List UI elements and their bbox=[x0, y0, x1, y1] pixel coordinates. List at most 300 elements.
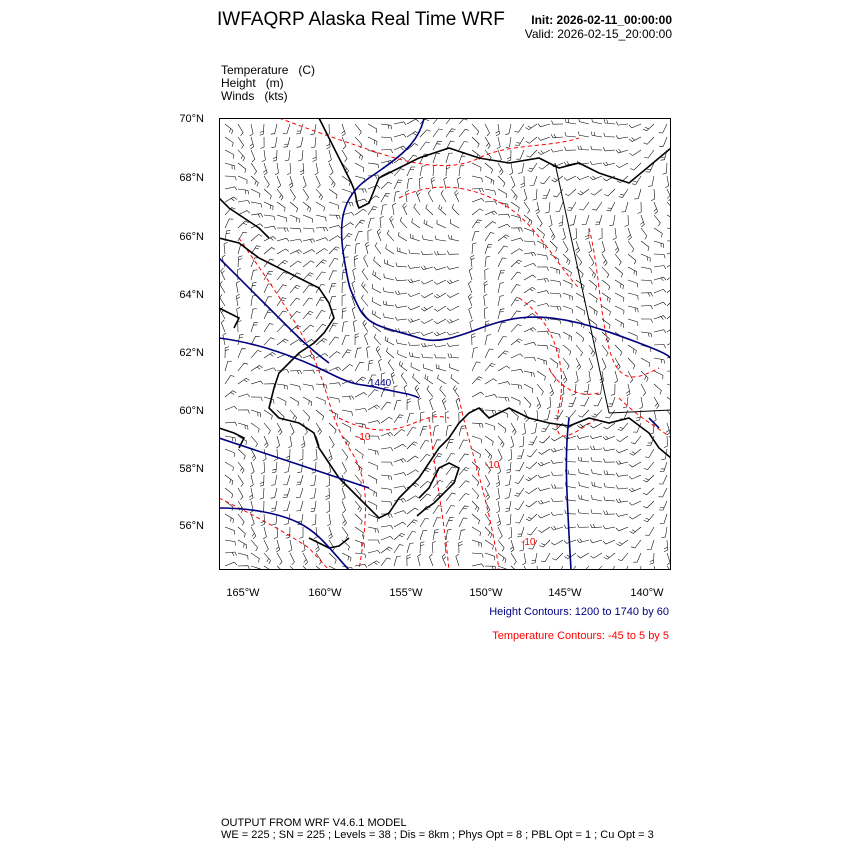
wind-barb bbox=[498, 258, 506, 267]
wind-barb bbox=[485, 553, 495, 560]
wind-barb bbox=[271, 488, 277, 498]
wind-barb bbox=[418, 554, 421, 566]
wind-barb bbox=[519, 436, 524, 447]
wind-barb bbox=[524, 215, 532, 225]
wind-barb bbox=[396, 262, 407, 267]
wind-barb bbox=[459, 541, 463, 553]
wind-barb bbox=[524, 397, 531, 408]
lat-label: 56°N bbox=[179, 520, 204, 532]
wind-barb bbox=[496, 501, 499, 513]
wind-barb bbox=[526, 514, 537, 521]
wind-barb bbox=[416, 190, 420, 202]
wind-barb bbox=[511, 228, 523, 232]
wind-barb bbox=[221, 320, 225, 332]
wind-barb bbox=[238, 200, 250, 204]
temperature-contour bbox=[589, 228, 659, 377]
wind-barb bbox=[437, 220, 446, 228]
wind-barb bbox=[603, 147, 615, 151]
wind-barb bbox=[453, 386, 459, 398]
wind-barb bbox=[643, 137, 654, 144]
wind-barb bbox=[468, 281, 472, 293]
wind-barb bbox=[589, 241, 592, 253]
wind-barb bbox=[355, 527, 363, 537]
wind-barb bbox=[459, 481, 470, 488]
wind-barb bbox=[277, 249, 289, 254]
wind-barb bbox=[634, 189, 641, 199]
wind-barb bbox=[578, 189, 589, 195]
wind-barb bbox=[407, 167, 415, 176]
wind-barb bbox=[498, 382, 510, 385]
wind-barb bbox=[616, 513, 628, 516]
wind-barb bbox=[630, 163, 641, 170]
wind-barb bbox=[289, 176, 293, 188]
wind-barb bbox=[618, 553, 628, 561]
wind-barb bbox=[577, 539, 589, 543]
wind-barb bbox=[629, 150, 641, 156]
height-contour bbox=[566, 418, 571, 570]
wind-barb bbox=[327, 514, 330, 526]
wind-barb bbox=[355, 334, 359, 345]
wind-barb bbox=[654, 330, 666, 333]
wind-barb bbox=[589, 358, 593, 370]
wind-barb bbox=[311, 475, 316, 486]
wind-barb bbox=[511, 176, 515, 188]
wind-barb bbox=[526, 488, 538, 494]
wind-barb bbox=[381, 525, 393, 528]
wind-barb bbox=[436, 364, 446, 371]
wind-barb bbox=[363, 320, 368, 332]
wind-barb bbox=[550, 358, 558, 368]
wind-barb bbox=[615, 306, 624, 314]
wind-barb bbox=[251, 270, 257, 280]
wind-barb bbox=[524, 328, 536, 332]
wind-barb bbox=[595, 215, 602, 225]
wind-barb bbox=[602, 306, 610, 315]
wind-barb bbox=[522, 423, 525, 435]
wind-barb bbox=[386, 348, 394, 358]
wind-barb bbox=[300, 163, 304, 175]
wind-barb bbox=[407, 520, 418, 527]
wind-barb bbox=[329, 410, 338, 419]
wind-barb bbox=[530, 176, 537, 186]
wind-barb bbox=[407, 119, 419, 124]
wind-barb bbox=[447, 293, 459, 298]
temperature-contour-note: Temperature Contours: -45 to 5 by 5 bbox=[492, 630, 669, 642]
wind-barb bbox=[420, 518, 429, 527]
wind-barb bbox=[446, 129, 456, 137]
wind-barb bbox=[641, 384, 646, 396]
wind-barb bbox=[446, 518, 454, 527]
wind-barb bbox=[549, 215, 552, 227]
wind-barb bbox=[264, 423, 270, 434]
wind-barb bbox=[651, 189, 655, 201]
wind-barb bbox=[316, 384, 327, 389]
wind-barb bbox=[510, 540, 514, 552]
wind-barb bbox=[472, 564, 484, 567]
wind-barb bbox=[404, 385, 407, 397]
wind-barb bbox=[238, 514, 244, 525]
wind-barb bbox=[329, 236, 341, 241]
wind-barb bbox=[526, 137, 537, 143]
wind-barb bbox=[290, 340, 302, 345]
wind-barb bbox=[420, 142, 430, 150]
wind-barb bbox=[355, 220, 365, 228]
lon-label: 155°W bbox=[389, 587, 423, 599]
wind-barb bbox=[618, 423, 628, 431]
wind-barb bbox=[388, 360, 394, 372]
wind-barb bbox=[277, 285, 287, 293]
wind-barb bbox=[251, 214, 263, 218]
wind-barb bbox=[238, 163, 246, 173]
wind-barb bbox=[570, 215, 576, 225]
wind-barb bbox=[629, 137, 641, 142]
wind-barb bbox=[629, 124, 641, 128]
wind-barb bbox=[342, 462, 346, 474]
field-temperature bbox=[221, 63, 315, 77]
wind-barb bbox=[498, 423, 506, 433]
wind-barb bbox=[408, 265, 420, 269]
wind-barb bbox=[550, 384, 554, 396]
wind-barb bbox=[579, 495, 589, 501]
wind-barb bbox=[225, 197, 237, 202]
wind-barb bbox=[290, 370, 302, 374]
wind-barb bbox=[526, 501, 537, 507]
wind-barb bbox=[551, 512, 563, 516]
wind-barb bbox=[251, 234, 262, 241]
wind-barb bbox=[366, 242, 370, 254]
wind-barb bbox=[403, 203, 407, 215]
wind-barb bbox=[641, 254, 650, 262]
wind-barb bbox=[355, 423, 366, 428]
wind-barb bbox=[615, 319, 624, 328]
wind-barb bbox=[420, 441, 429, 450]
wind-barb bbox=[541, 553, 550, 562]
wind-barb bbox=[484, 307, 488, 319]
wind-barb bbox=[440, 386, 446, 397]
wind-barb bbox=[355, 393, 367, 398]
wind-barb bbox=[665, 176, 668, 188]
wind-barb bbox=[648, 176, 654, 187]
wind-barb bbox=[301, 436, 305, 448]
wind-barb bbox=[364, 255, 368, 267]
wind-barb bbox=[576, 358, 581, 370]
wind-barb bbox=[511, 354, 523, 358]
wind-barb bbox=[604, 423, 615, 429]
wind-barb bbox=[498, 323, 506, 332]
wind-barb bbox=[538, 150, 550, 155]
lat-label: 60°N bbox=[179, 405, 204, 417]
wind-barb bbox=[506, 462, 511, 473]
wind-barb bbox=[329, 163, 333, 175]
wind-barb bbox=[579, 469, 589, 475]
wind-barb bbox=[251, 540, 258, 551]
wind-barb bbox=[485, 540, 493, 549]
wind-barb bbox=[238, 189, 249, 194]
wind-barb bbox=[383, 301, 394, 306]
wind-barb bbox=[455, 190, 459, 202]
border-line bbox=[609, 410, 671, 413]
wind-barb bbox=[225, 376, 234, 384]
wind-barb bbox=[485, 449, 492, 460]
wind-barb bbox=[367, 346, 371, 358]
wind-barb bbox=[498, 296, 504, 307]
wind-barb bbox=[511, 553, 516, 565]
wind-barb bbox=[472, 514, 480, 524]
wind-barb bbox=[516, 514, 524, 523]
wind-barb bbox=[326, 488, 330, 500]
wind-barb bbox=[531, 553, 537, 564]
wind-barb bbox=[452, 204, 459, 215]
wind-barb bbox=[459, 454, 469, 462]
wind-barb bbox=[225, 552, 237, 556]
wind-barb bbox=[238, 363, 248, 371]
wind-barb bbox=[552, 176, 563, 182]
wind-barb bbox=[641, 319, 653, 323]
wind-barb bbox=[506, 514, 511, 525]
wind-barb bbox=[238, 475, 243, 487]
wind-barb bbox=[660, 514, 667, 524]
wind-barb bbox=[430, 398, 433, 410]
wind-barb bbox=[329, 259, 338, 268]
wind-barb bbox=[498, 527, 502, 539]
wind-barb bbox=[303, 202, 311, 212]
wind-barb bbox=[368, 230, 372, 242]
wind-barb bbox=[316, 311, 325, 319]
wind-barb bbox=[225, 124, 233, 134]
wind-barb bbox=[511, 369, 523, 372]
wind-barb bbox=[581, 397, 590, 406]
wind-barb bbox=[498, 163, 503, 175]
wind-barb bbox=[312, 514, 316, 525]
wind-barb bbox=[261, 462, 265, 474]
wind-barb bbox=[406, 190, 410, 202]
wind-barb bbox=[459, 141, 468, 150]
wind-barb bbox=[342, 189, 352, 196]
wind-barb bbox=[368, 449, 378, 455]
temperature-contour bbox=[549, 368, 599, 394]
wind-barb bbox=[362, 295, 369, 306]
wind-barb bbox=[442, 398, 446, 410]
wind-barb bbox=[628, 345, 636, 354]
wind-barb bbox=[654, 241, 664, 248]
wind-barb bbox=[589, 306, 597, 316]
temperature-contour-label: -10 bbox=[485, 460, 500, 471]
wind-barb bbox=[524, 371, 534, 377]
wind-barb bbox=[524, 241, 535, 246]
wind-barb bbox=[628, 254, 636, 264]
wind-barb bbox=[277, 397, 286, 405]
wind-barb bbox=[511, 384, 522, 389]
wind-barb bbox=[225, 187, 237, 190]
wind-barb bbox=[394, 180, 402, 189]
wind-barb bbox=[447, 319, 459, 323]
wind-barb bbox=[326, 501, 330, 513]
wind-barb bbox=[238, 462, 244, 473]
wind-barb bbox=[628, 280, 638, 287]
wind-barb bbox=[408, 306, 420, 310]
wind-barb bbox=[447, 266, 459, 269]
wind-barb bbox=[342, 308, 347, 319]
wind-barb bbox=[407, 496, 419, 501]
wind-barb bbox=[251, 189, 260, 198]
wind-barb bbox=[329, 337, 339, 345]
wind-barb bbox=[407, 442, 418, 449]
wind-barb bbox=[511, 423, 516, 435]
wind-barb bbox=[328, 150, 331, 162]
wind-barb bbox=[659, 501, 667, 510]
wind-barb bbox=[362, 269, 368, 281]
wind-barb bbox=[654, 358, 665, 364]
wind-barb bbox=[498, 436, 504, 447]
chart-title: IWFAQRP Alaska Real Time WRF bbox=[217, 9, 505, 30]
wind-barb bbox=[368, 475, 377, 484]
wind-barb bbox=[472, 176, 482, 182]
wind-barb bbox=[414, 204, 420, 215]
wind-barb bbox=[329, 283, 336, 293]
wind-barb bbox=[485, 211, 497, 215]
wind-barb bbox=[396, 339, 407, 345]
wind-barb bbox=[407, 543, 414, 553]
wind-barb bbox=[433, 129, 443, 137]
wind-barb bbox=[329, 423, 336, 434]
wind-barb bbox=[316, 227, 328, 231]
wind-barb bbox=[659, 488, 667, 497]
wind-barb bbox=[238, 150, 245, 161]
lon-label: 140°W bbox=[630, 587, 664, 599]
wind-barb bbox=[590, 540, 602, 543]
wind-barb bbox=[589, 280, 597, 290]
wind-barb bbox=[251, 176, 258, 187]
wind-barb bbox=[629, 501, 641, 505]
wind-barb bbox=[264, 202, 273, 210]
wind-barb bbox=[408, 318, 420, 322]
wind-barb bbox=[617, 540, 629, 546]
wind-barb bbox=[433, 153, 440, 163]
lon-label: 145°W bbox=[548, 587, 582, 599]
wind-barb bbox=[571, 384, 576, 395]
wind-barb bbox=[615, 280, 624, 289]
wind-barb bbox=[238, 378, 249, 384]
wind-barb bbox=[667, 553, 670, 565]
wind-barb bbox=[629, 488, 641, 492]
wind-barb bbox=[225, 475, 233, 485]
wind-barb bbox=[303, 273, 314, 280]
wind-barb bbox=[645, 527, 654, 536]
wind-barb bbox=[498, 309, 504, 319]
wind-barb bbox=[537, 228, 545, 238]
wind-barb bbox=[271, 475, 277, 485]
wind-barb bbox=[407, 399, 411, 410]
wind-barb bbox=[509, 163, 512, 175]
wind-barb bbox=[505, 501, 511, 512]
wind-barb bbox=[420, 454, 430, 462]
wind-barb bbox=[303, 215, 312, 223]
wind-barb bbox=[587, 371, 591, 383]
wind-barb bbox=[659, 475, 667, 484]
lat-label: 66°N bbox=[179, 231, 204, 243]
wind-barb bbox=[524, 287, 536, 293]
wind-barb bbox=[496, 475, 500, 487]
wind-barb bbox=[393, 203, 397, 215]
wind-barb bbox=[250, 137, 254, 149]
wind-barb bbox=[590, 161, 602, 165]
wind-barb bbox=[451, 374, 459, 384]
wind-barb bbox=[498, 540, 504, 551]
wind-barb bbox=[573, 228, 577, 240]
wind-barb bbox=[551, 448, 563, 452]
wind-barb bbox=[408, 279, 420, 283]
wind-barb bbox=[459, 426, 465, 436]
wind-barb bbox=[342, 350, 351, 358]
wind-barb bbox=[472, 188, 484, 192]
wind-barb bbox=[251, 397, 262, 401]
wind-barb bbox=[485, 124, 490, 136]
wind-barb bbox=[647, 540, 654, 550]
wind-barb bbox=[400, 217, 407, 228]
wind-barb bbox=[598, 228, 602, 240]
wind-barb bbox=[264, 248, 275, 255]
wind-barb bbox=[303, 239, 315, 243]
wind-barb bbox=[664, 436, 668, 448]
wind-barb bbox=[565, 119, 576, 125]
wind-barb bbox=[577, 435, 589, 438]
wind-barb bbox=[659, 124, 667, 133]
wind-barb bbox=[537, 358, 547, 365]
wind-barb bbox=[362, 282, 368, 293]
wind-barb bbox=[381, 475, 392, 480]
wind-barb bbox=[342, 488, 345, 500]
wind-barb bbox=[329, 436, 334, 448]
wind-barb bbox=[604, 553, 615, 559]
wind-barb bbox=[264, 397, 274, 404]
wind-barb bbox=[450, 219, 459, 228]
wind-barb bbox=[621, 202, 628, 212]
wind-barb bbox=[426, 204, 433, 215]
wind-barb bbox=[511, 436, 514, 448]
wind-barb bbox=[264, 324, 273, 332]
wind-barb bbox=[615, 267, 623, 277]
wind-barb bbox=[640, 215, 644, 227]
wind-barb bbox=[550, 228, 555, 240]
wind-barb bbox=[643, 488, 654, 495]
wind-barb bbox=[385, 259, 394, 267]
wind-barb bbox=[498, 351, 509, 358]
wind-barb bbox=[471, 255, 475, 267]
wind-barb bbox=[368, 462, 377, 470]
wind-barb bbox=[472, 423, 483, 428]
wind-barb bbox=[342, 321, 348, 332]
wind-barb bbox=[433, 426, 439, 437]
wind-barb bbox=[316, 248, 328, 254]
wind-barb bbox=[537, 215, 542, 227]
wind-barb bbox=[394, 429, 405, 436]
wind-barb bbox=[342, 396, 354, 400]
wind-barb bbox=[550, 293, 561, 298]
wind-barb bbox=[438, 375, 446, 384]
wind-barb bbox=[394, 122, 406, 125]
wind-barb bbox=[277, 423, 282, 435]
wind-barb bbox=[326, 475, 330, 487]
wind-barb bbox=[498, 397, 509, 402]
wind-barb bbox=[537, 241, 546, 249]
wind-barb bbox=[613, 228, 617, 240]
wind-barb bbox=[398, 350, 407, 358]
wind-barb bbox=[528, 163, 537, 171]
wind-barb bbox=[276, 540, 280, 552]
wind-barb bbox=[498, 150, 501, 162]
wind-barb bbox=[565, 510, 576, 514]
wind-barb bbox=[251, 410, 261, 417]
